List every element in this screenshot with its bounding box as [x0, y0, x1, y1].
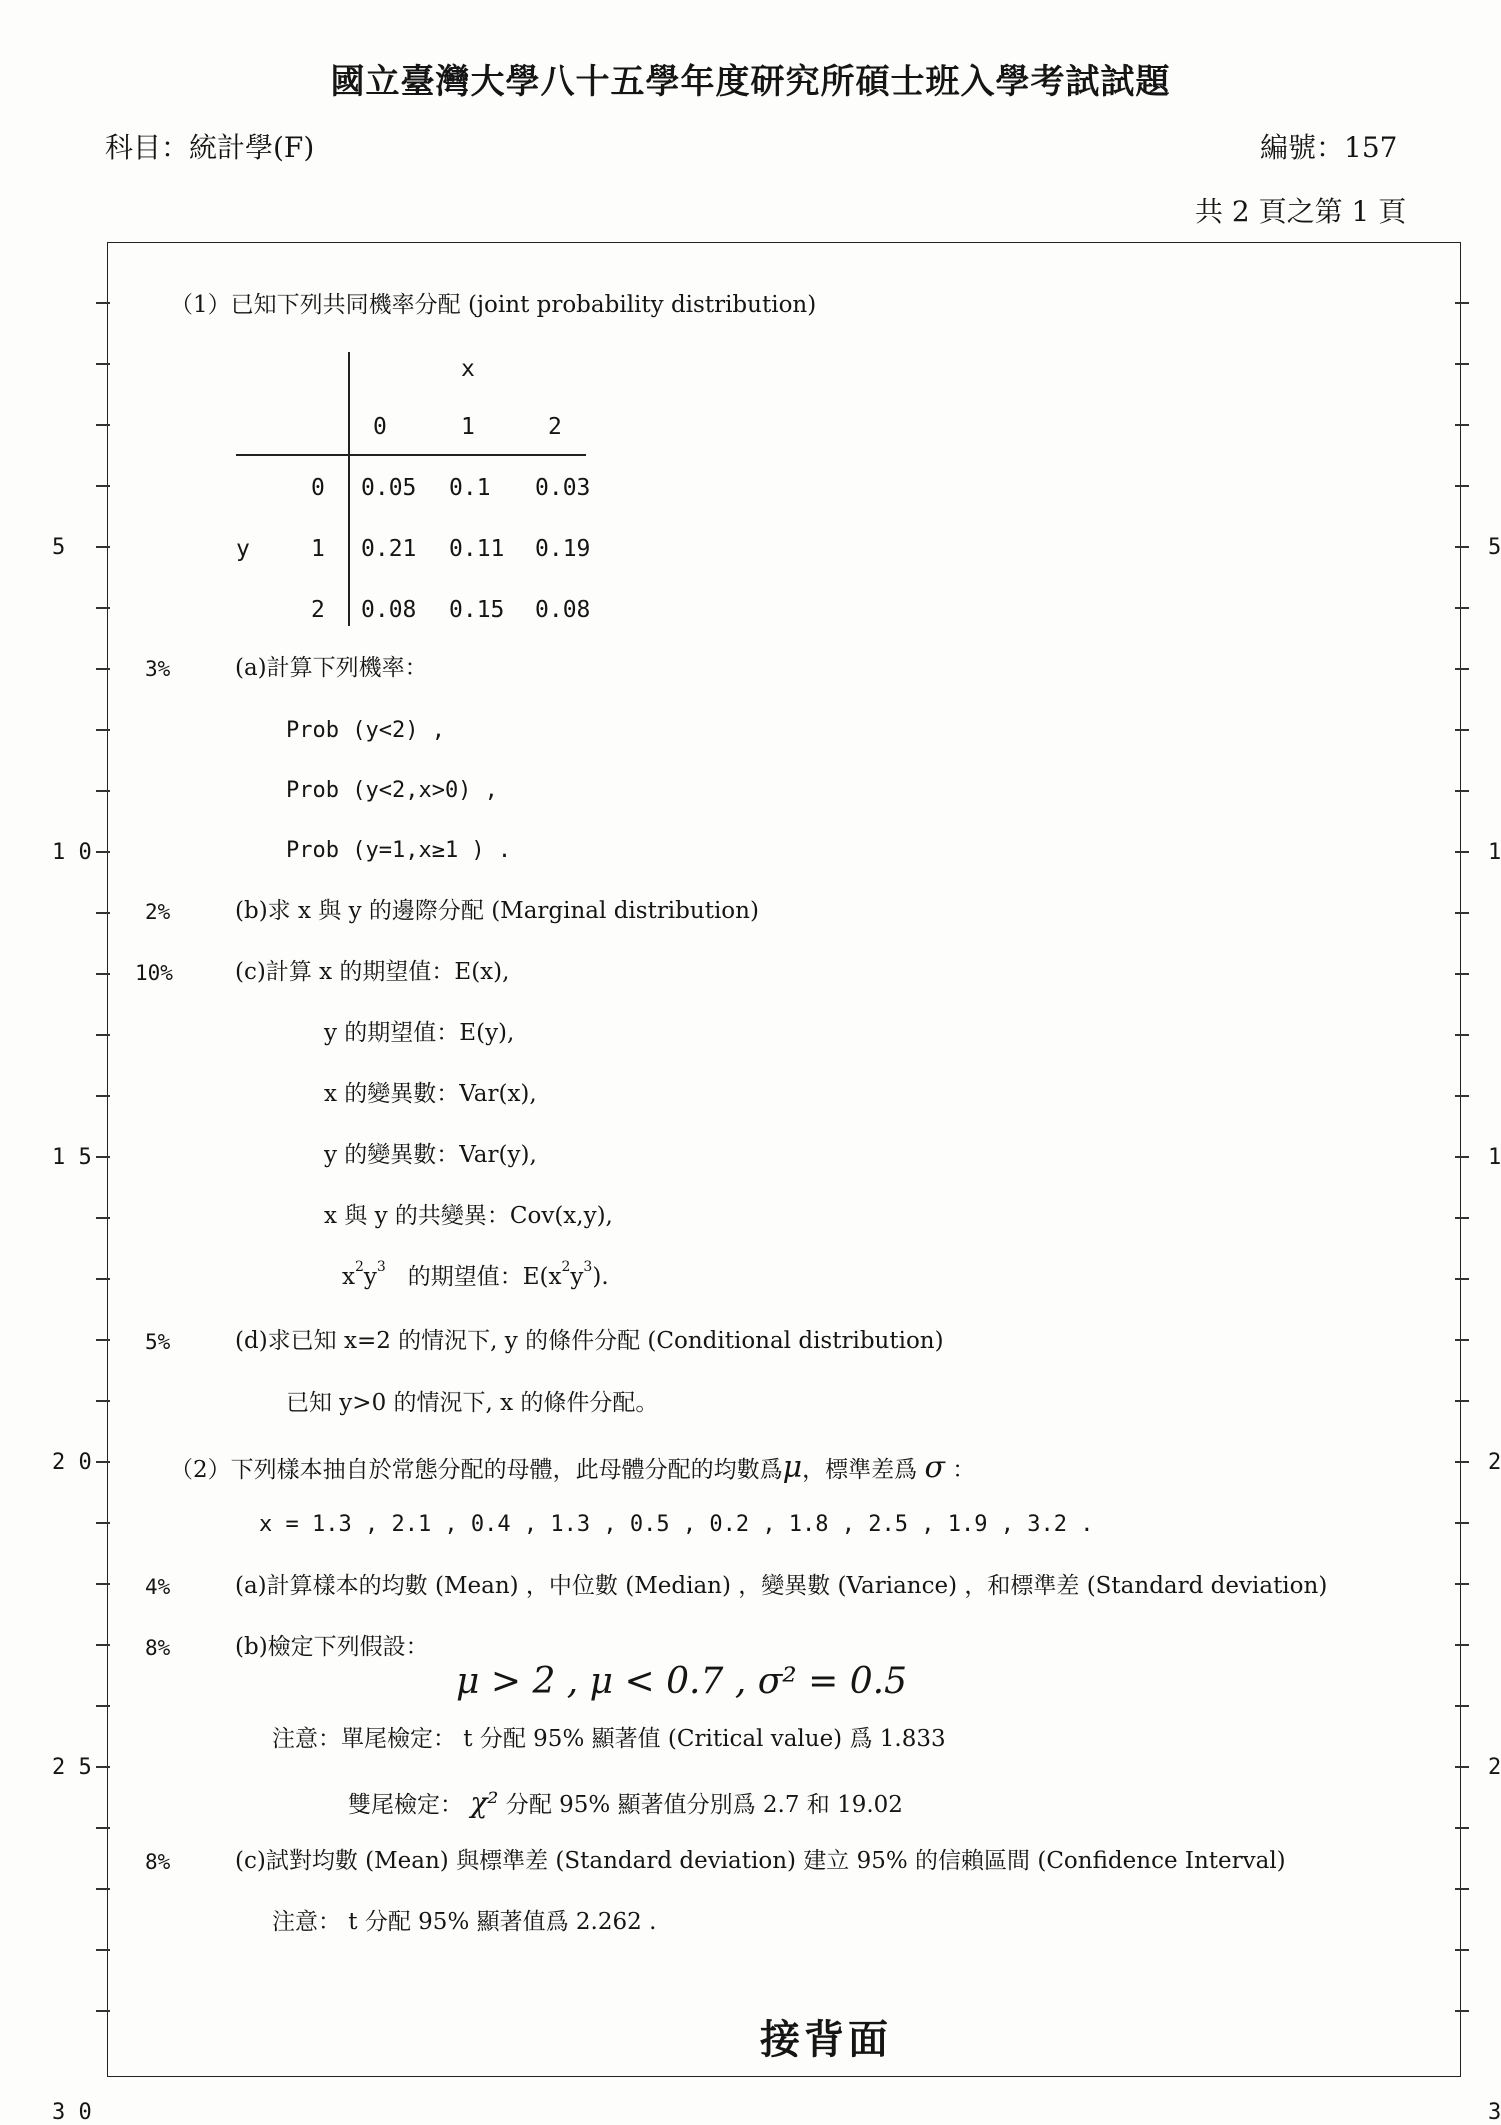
table-horizontal-rule	[236, 454, 586, 456]
q1a-prob-2: Prob (y<2,x>0) ,	[286, 778, 498, 803]
table-row-header: 0	[311, 475, 325, 501]
table-cell: 0.1	[449, 475, 491, 501]
right-line-number-20: 2	[1488, 1450, 1501, 1475]
q1c-line-5: x 與 y 的共變異：Cov(x,y),	[324, 1203, 613, 1229]
table-cell: 0.15	[449, 597, 505, 623]
line-number-15: 1 5	[52, 1145, 92, 1170]
table-cell: 0.05	[361, 475, 417, 501]
q2b-note-2: 雙尾檢定： χ² 分配 95% 顯著值分別爲 2.7 和 19.02	[348, 1786, 903, 1819]
q2-intro: （2）下列樣本抽自於常態分配的母體，此母體分配的均數爲μ，標準差爲 σ ：	[170, 1450, 976, 1485]
right-line-number-10: 1	[1488, 840, 1501, 865]
line-number-20: 2 0	[52, 1450, 92, 1475]
table-col-header: 0	[373, 414, 387, 440]
q1a-points: 3%	[145, 657, 171, 681]
q2b-text: (b)檢定下列假設：	[235, 1634, 429, 1660]
q2a-text: (a)計算樣本的均數 (Mean) ，中位數 (Median) ，變異數 (Variance) ，和標準差 (Standard deviation)	[235, 1573, 1328, 1599]
mu-symbol: μ	[782, 1450, 803, 1485]
q2c-text: (c)試對均數 (Mean) 與標準差 (Standard deviation) 建立 95% 的信賴區間 (Confidence Interval)	[235, 1848, 1286, 1874]
q2a-points: 4%	[145, 1575, 171, 1599]
table-row-header: 1	[311, 536, 325, 562]
q1d-line-2: 已知 y>0 的情況下, x 的條件分配。	[286, 1390, 659, 1416]
table-y-label: y	[236, 536, 250, 562]
line-number-25: 2 5	[52, 1755, 92, 1780]
q1c-points: 10%	[135, 961, 173, 985]
q1c-line-6: $x^2y^3$ 的期望值：$E(x^2y^3)$.	[342, 1259, 609, 1290]
table-row-header: 2	[311, 597, 325, 623]
subject-label: 科目：統計學(F)	[105, 131, 315, 164]
table-cell: 0.11	[449, 536, 505, 562]
table-cell: 0.19	[535, 536, 591, 562]
right-line-number-5: 5	[1488, 535, 1501, 560]
q2-sample-data: x = 1.3 , 2.1 , 0.4 , 1.3 , 0.5 , 0.2 , 1.8 , 2.5 , 1.9 , 3.2 .	[259, 1512, 1094, 1537]
line-number-30: 3 0	[52, 2100, 92, 2125]
continue-on-back-note: 接背面	[760, 2016, 892, 2063]
q1c-line-2: y 的期望值：E(y),	[324, 1020, 515, 1046]
q1d-line-1: (d)求已知 x=2 的情況下, y 的條件分配 (Conditional distribution)	[235, 1328, 944, 1354]
q2b-points: 8%	[145, 1636, 171, 1660]
q1a-text: (a)計算下列機率：	[235, 655, 428, 681]
q1d-points: 5%	[145, 1330, 171, 1354]
exam-code: 編號：157	[1260, 131, 1398, 164]
table-cell: 0.21	[361, 536, 417, 562]
table-cell: 0.08	[361, 597, 417, 623]
q1c-line-3: x 的變異數：Var(x),	[324, 1081, 537, 1107]
table-x-label: x	[461, 356, 475, 382]
table-col-header: 1	[461, 414, 475, 440]
q2b-note-1: 注意：單尾檢定： t 分配 95% 顯著值 (Critical value) 爲 1.833	[272, 1726, 946, 1752]
q1a-prob-3: Prob (y=1,x≥1 ) .	[286, 838, 512, 863]
page-indicator: 共 2 頁之第 1 頁	[1195, 195, 1407, 228]
exam-title: 國立臺灣大學八十五學年度研究所碩士班入學考試試題	[330, 62, 1171, 102]
table-cell: 0.03	[535, 475, 591, 501]
q1b-text: (b)求 x 與 y 的邊際分配 (Marginal distribution)	[235, 898, 759, 924]
q2c-note: 注意： t 分配 95% 顯著值爲 2.262 .	[272, 1909, 657, 1935]
right-line-number-15: 1	[1488, 1145, 1501, 1170]
q2c-points: 8%	[145, 1850, 171, 1874]
q1c-line-1: (c)計算 x 的期望值：E(x),	[235, 959, 510, 985]
right-line-number-30: 3	[1488, 2100, 1501, 2125]
sigma-symbol: σ	[924, 1450, 945, 1485]
q1a-prob-1: Prob (y<2) ,	[286, 718, 445, 743]
right-line-number-25: 2	[1488, 1755, 1501, 1780]
table-vertical-rule	[348, 352, 350, 626]
q1b-points: 2%	[145, 900, 171, 924]
table-col-header: 2	[548, 414, 562, 440]
line-number-10: 1 0	[52, 840, 92, 865]
line-number-5: 5	[52, 535, 66, 560]
q2b-hypotheses: μ > 2 , μ < 0.7 , σ² = 0.5	[456, 1661, 908, 1702]
chi-square-symbol: χ²	[470, 1786, 499, 1819]
table-cell: 0.08	[535, 597, 591, 623]
q1-intro: （1）已知下列共同機率分配 (joint probability distribution)	[170, 292, 817, 318]
q1c-line-4: y 的變異數：Var(y),	[324, 1142, 537, 1168]
